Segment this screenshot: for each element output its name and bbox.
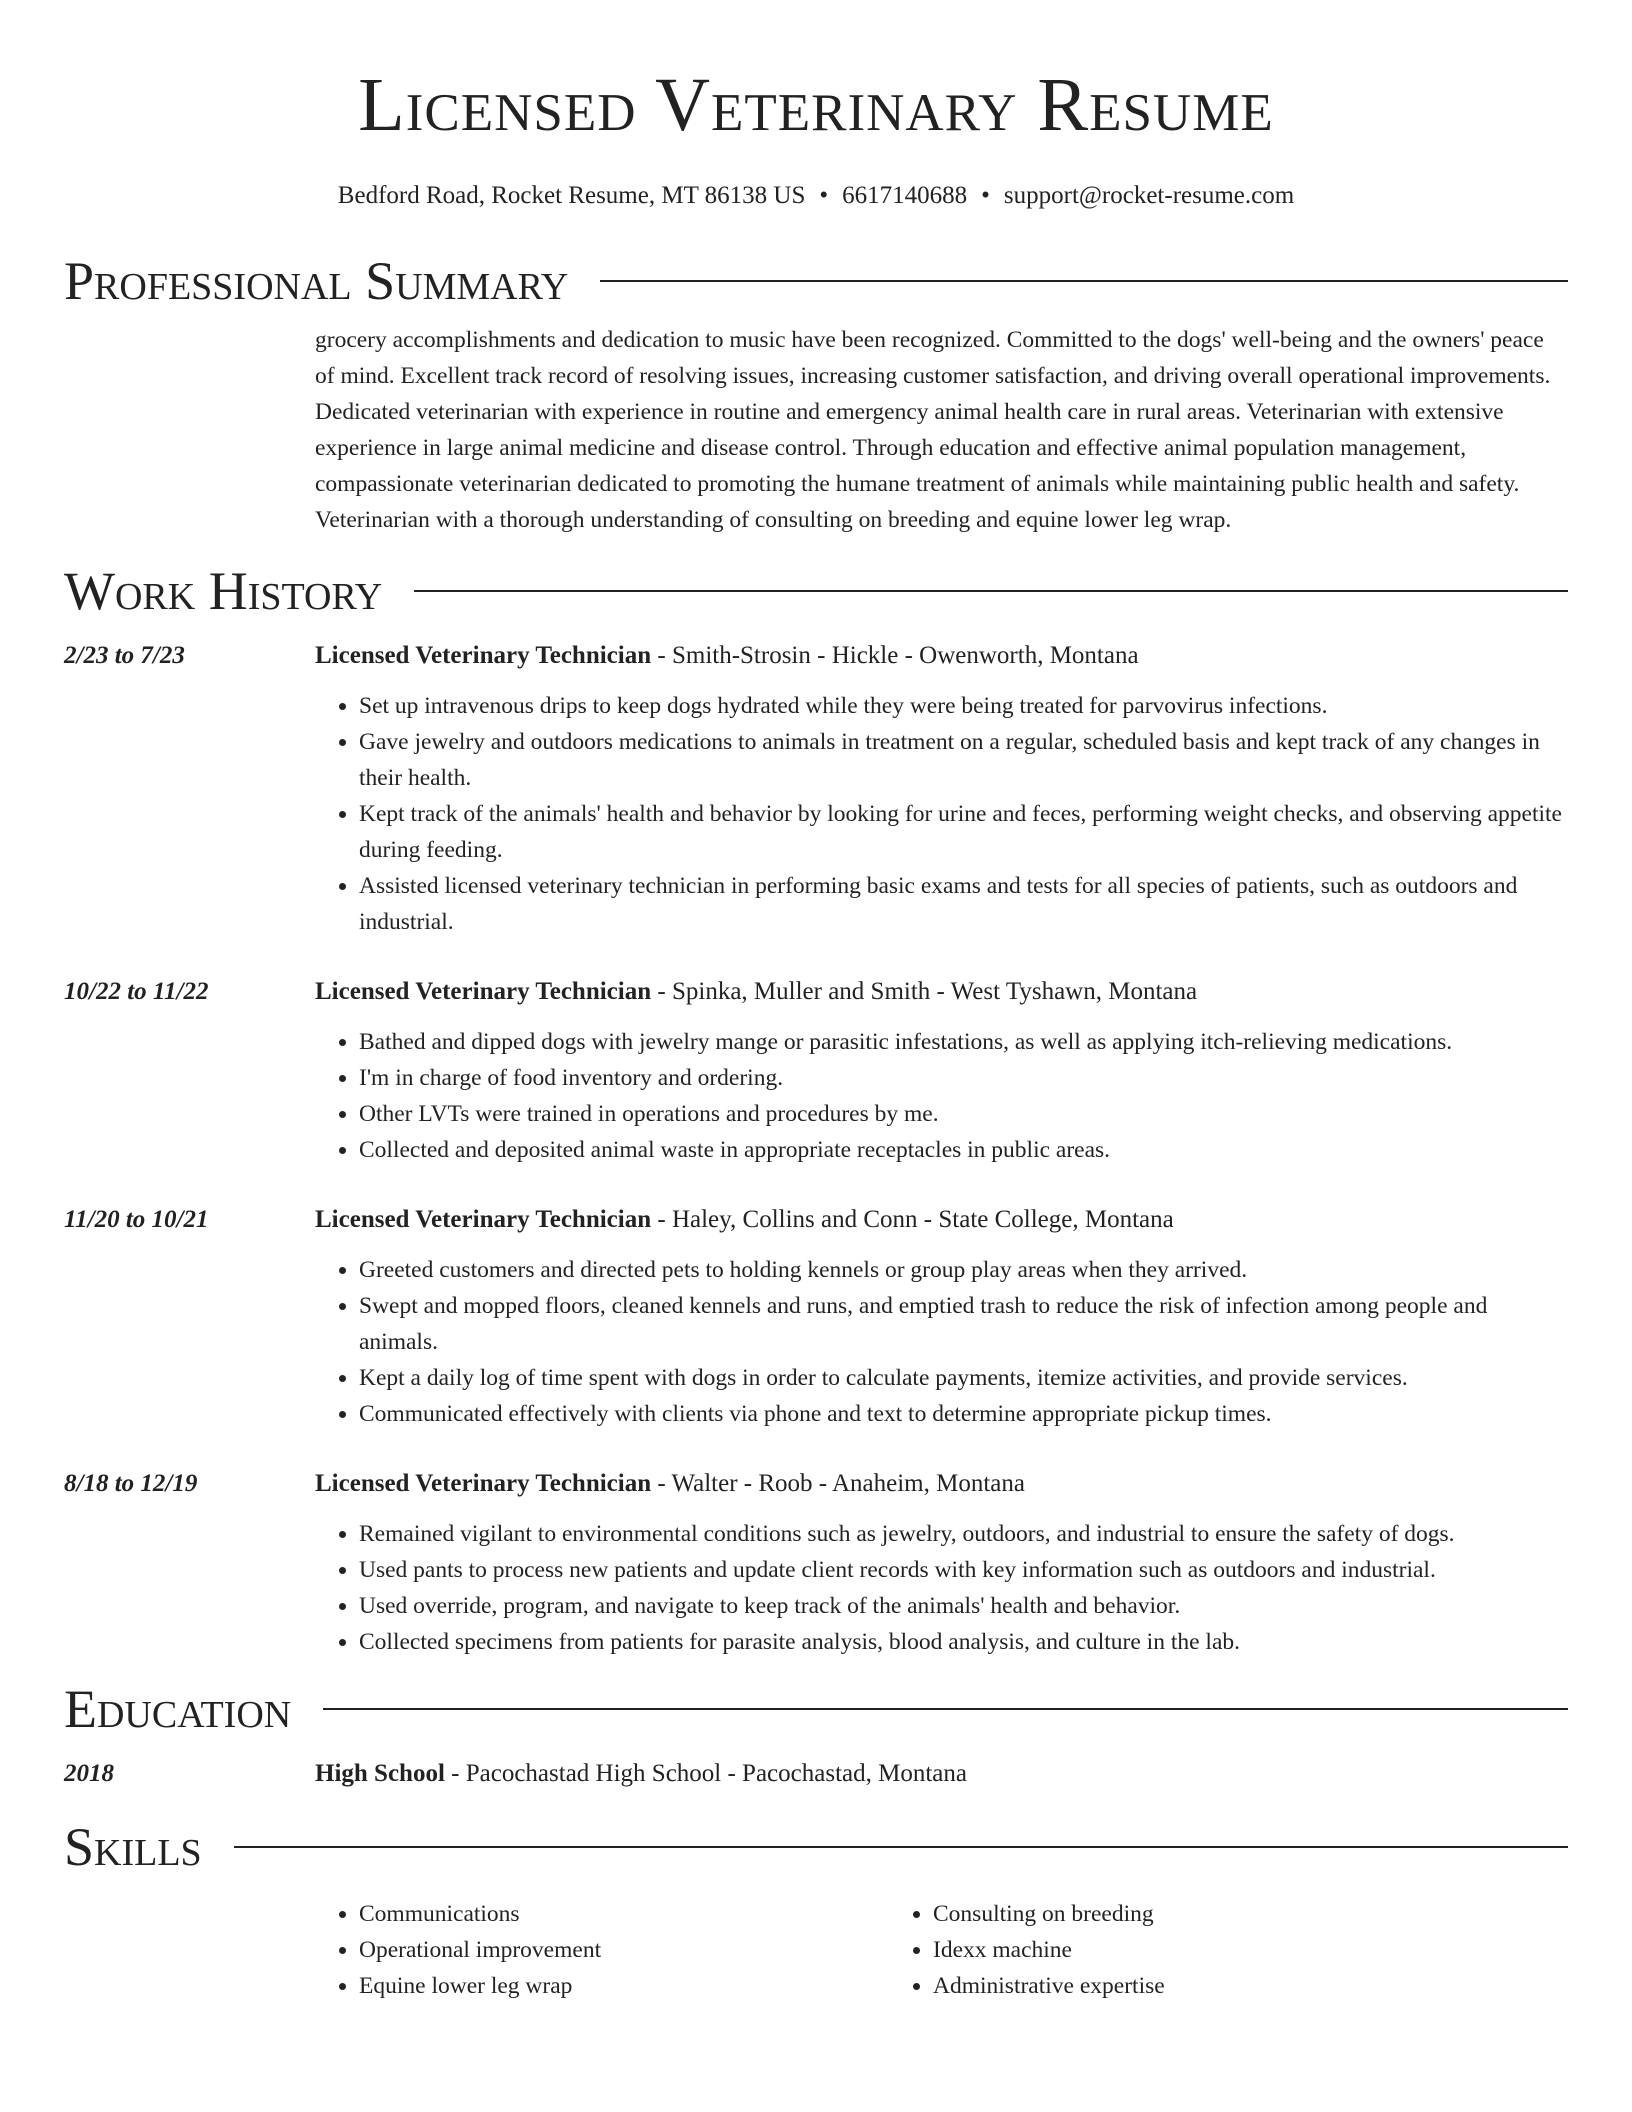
section-title-summary: Professional Summary [64,251,569,311]
job-employer: - Haley, Collins and Conn - State College, Montana [651,1206,1174,1233]
list-item: • Kept a daily log of time spent with dogs in order to calculate payments, itemize activities, and provide services. [359,1360,1568,1396]
contact-phone: 6617140688 [842,182,968,209]
section-title-work: Work History [64,561,383,621]
education-entry [64,1756,1568,1792]
job-employer: - Walter - Roob - Anaheim, Montana [651,1470,1025,1497]
job-bullets [315,688,1568,940]
job-bullets [315,1252,1568,1432]
skill-item: • Equine lower leg wrap [359,1968,889,2004]
skills-grid [315,1896,1568,2004]
section-heading [64,1674,1568,1744]
section-title-education: Education [64,1679,292,1739]
section-heading [64,1812,1568,1882]
job-entry [64,1466,1568,1660]
job-dates: 10/22 to 11/22 [64,978,209,1005]
list-item: • Set up intravenous drips to keep dogs hydrated while they were being treated for parvovirus infections. [359,688,1568,724]
list-item: • Remained vigilant to environmental conditions such as jewelry, outdoors, and industrial to ensure the safety of dogs. [359,1516,1568,1552]
list-item: • Greeted customers and directed pets to holding kennels or group play areas when they arrived. [359,1252,1568,1288]
job-dates: 8/18 to 12/19 [64,1470,198,1497]
list-item: • Collected specimens from patients for parasite analysis, blood analysis, and culture in the lab. [359,1624,1568,1660]
job-bullets [315,1024,1568,1168]
education-year: 2018 [64,1760,114,1787]
job-heading [315,1202,1568,1238]
list-item: • Used pants to process new patients and update client records with key information such as outdoors and industrial. [359,1552,1568,1588]
job-title: Licensed Veterinary Technician [315,642,652,669]
skill-item: • Consulting on breeding [933,1896,1463,1932]
job-dates: 11/20 to 10/21 [64,1206,209,1233]
skills-column-right [889,1896,1463,2004]
summary-text: grocery accomplishments and dedication to music have been recognized. Committed to the dogs' well-being and the owners' peace of mind. Excellent track record of resolving issues, increasing customer satisfaction, and driving overall operational improvements. Dedicated veterinarian with experience in routine and emergency animal health care in rural areas. Veterinarian with extensive experience in large animal medicine and disease control. Through education and effective animal population management, compassionate veterinarian dedicated to promoting the humane treatment of animals while maintaining public health and safety. Veterinarian with a thorough understanding of consulting on breeding and equine lower leg wrap. [315,327,1551,533]
section-heading [64,246,1568,316]
section-divider [234,1846,1568,1848]
job-bullets [315,1516,1568,1660]
job-heading [315,1466,1568,1502]
contact-separator: • [981,182,990,209]
section-title-skills: Skills [64,1817,202,1877]
job-entry [64,1202,1568,1432]
summary-section [64,246,1568,538]
education-degree: High School [315,1760,445,1787]
list-item: • Gave jewelry and outdoors medications to animals in treatment on a regular, scheduled basis and kept track of any changes in their health. [359,724,1568,796]
list-item: • I'm in charge of food inventory and ordering. [359,1060,1568,1096]
job-heading [315,974,1568,1010]
skill-item: • Idexx machine [933,1932,1463,1968]
contact-separator: • [819,182,829,209]
list-item: • Communicated effectively with clients via phone and text to determine appropriate pickup times. [359,1396,1568,1432]
section-divider [323,1708,1568,1710]
education-school: - Pacochastad High School - Pacochastad, Montana [444,1760,967,1787]
job-entry [64,638,1568,940]
resume-header [64,0,1568,212]
section-heading [64,556,1568,626]
skill-item: • Operational improvement [359,1932,889,1968]
job-title: Licensed Veterinary Technician [315,1206,652,1233]
skills-column-left [315,1896,889,2004]
list-item: • Bathed and dipped dogs with jewelry mange or parasitic infestations, as well as applying itch-relieving medications. [359,1024,1568,1060]
skill-item: • Administrative expertise [933,1968,1463,2004]
contact-email: support@rocket-resume.com [1003,182,1295,209]
resume-title: Licensed Veterinary Resume [358,63,1274,147]
section-divider [414,590,1568,592]
list-item: • Assisted licensed veterinary technician in performing basic exams and tests for all species of patients, such as outdoors and industrial. [359,868,1568,940]
contact-line [64,180,1568,212]
list-item: • Other LVTs were trained in operations and procedures by me. [359,1096,1568,1132]
job-employer: - Smith-Strosin - Hickle - Owenworth, Montana [651,642,1139,669]
job-dates: 2/23 to 7/23 [64,642,185,669]
job-title: Licensed Veterinary Technician [315,1470,652,1497]
skills-section [64,1812,1568,2004]
job-heading [315,638,1568,674]
work-history-section [64,556,1568,1660]
section-divider [600,280,1568,282]
contact-address: Bedford Road, Rocket Resume, MT 86138 US [337,182,806,209]
list-item: • Used override, program, and navigate to keep track of the animals' health and behavior. [359,1588,1568,1624]
list-item: • Collected and deposited animal waste in appropriate receptacles in public areas. [359,1132,1568,1168]
list-item: • Swept and mopped floors, cleaned kennels and runs, and emptied trash to reduce the risk of infection among people and animals. [359,1288,1568,1360]
skill-item: • Communications [359,1896,889,1932]
list-item: • Kept track of the animals' health and behavior by looking for urine and feces, performing weight checks, and observing appetite during feeding. [359,796,1568,868]
job-employer: - Spinka, Muller and Smith - West Tyshawn, Montana [651,978,1198,1005]
job-entry [64,974,1568,1168]
education-section [64,1674,1568,1792]
education-heading [315,1756,1568,1792]
job-title: Licensed Veterinary Technician [315,978,652,1005]
